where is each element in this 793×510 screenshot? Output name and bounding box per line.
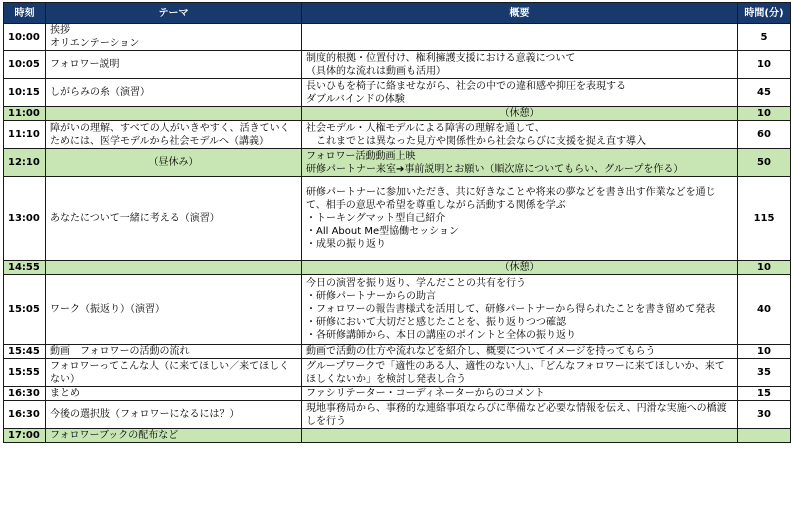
row-time: 14:55	[4, 261, 46, 275]
row-time: 11:00	[4, 107, 46, 121]
table-row	[4, 107, 791, 121]
row-time: 10:05	[4, 51, 46, 79]
row-time: 15:05	[4, 275, 46, 345]
header-duration: 時間(分)	[738, 3, 791, 24]
row-theme: ワーク（振返り）（演習）	[46, 275, 302, 345]
row-time: 16:30	[4, 387, 46, 401]
table-row	[4, 51, 791, 79]
table-header-row	[4, 3, 791, 24]
row-time: 17:00	[4, 429, 46, 443]
table-row	[4, 177, 791, 261]
schedule-body	[4, 24, 791, 443]
row-theme: フォロワーってこんな人（に来てほしい／来てほしくない）	[46, 359, 302, 387]
row-overview: 現地事務局から、事務的な連絡事項ならびに準備など必要な情報を伝え、円滑な実施への橋渡しを行う	[302, 401, 738, 429]
row-minutes: 50	[738, 149, 791, 177]
header-time: 時刻	[4, 3, 46, 24]
row-time: 10:00	[4, 24, 46, 51]
header-overview: 概要	[302, 3, 738, 24]
row-minutes: 30	[738, 401, 791, 429]
row-theme: 動画 フォロワーの活動の流れ	[46, 345, 302, 359]
row-theme: 今後の選択肢（フォロワーになるには？）	[46, 401, 302, 429]
table-row	[4, 429, 791, 443]
row-overview: 研修パートナーに参加いただき、共に好きなことや将来の夢などを書き出す作業などを通じて、相手の意思や希望を尊重しながら活動する関係を学ぶ ・トーキングマット型自己紹介 ・All About Me型協働セッション ・成果の振り返り	[302, 177, 738, 261]
row-time: 10:15	[4, 79, 46, 107]
row-overview: 今日の演習を振り返り、学んだことの共有を行う ・研修パートナーからの助言 ・フォロワーの報告書様式を活用して、研修パートナーから得られたことを書き留めて発表 ・研修において大切だと感じたことを、振り返りつつ確認 ・各研修講師から、本日の講座のポイントと全体の振り返り	[302, 275, 738, 345]
row-overview: （休憩）	[302, 107, 738, 121]
row-theme: フォロワー説明	[46, 51, 302, 79]
row-overview	[302, 24, 738, 51]
table-row	[4, 261, 791, 275]
row-minutes: 10	[738, 51, 791, 79]
row-time: 15:45	[4, 345, 46, 359]
row-theme: フォロワーブックの配布など	[46, 429, 302, 443]
table-row	[4, 401, 791, 429]
row-minutes: 45	[738, 79, 791, 107]
row-minutes: 10	[738, 345, 791, 359]
table-row	[4, 387, 791, 401]
row-theme	[46, 107, 302, 121]
table-row	[4, 149, 791, 177]
row-theme: （昼休み）	[46, 149, 302, 177]
row-overview: ファシリテーター・コーディネーターからのコメント	[302, 387, 738, 401]
row-minutes: 15	[738, 387, 791, 401]
row-minutes: 60	[738, 121, 791, 149]
row-overview	[302, 429, 738, 443]
row-overview: （休憩）	[302, 261, 738, 275]
table-row	[4, 121, 791, 149]
row-time: 15:55	[4, 359, 46, 387]
row-theme: 障がいの理解、すべての人がいきやすく、活きていくためには、医学モデルから社会モデルへ（講義）	[46, 121, 302, 149]
row-theme	[46, 261, 302, 275]
row-minutes: 40	[738, 275, 791, 345]
table-row	[4, 345, 791, 359]
row-minutes: 10	[738, 107, 791, 121]
row-overview: グループワークで「適性のある人、適性のない人」、「どんなフォロワーに来てほしいか、来てほしくないか」を検討し発表し合う	[302, 359, 738, 387]
row-overview: フォロワー活動動画上映 研修パートナー来室➔事前説明とお願い（順次席についてもらい、グループを作る）	[302, 149, 738, 177]
row-theme: あなたについて一緒に考える（演習）	[46, 177, 302, 261]
row-overview: 長いひもを椅子に絡ませながら、社会の中での違和感や抑圧を表現する ダブルバインドの体験	[302, 79, 738, 107]
row-overview: 社会モデル・人権モデルによる障害の理解を通して、 これまでとは異なった見方や関係性から社会ならびに支援を捉え直す導入	[302, 121, 738, 149]
schedule-table	[3, 2, 791, 443]
row-minutes: 35	[738, 359, 791, 387]
row-theme: まとめ	[46, 387, 302, 401]
row-minutes: 5	[738, 24, 791, 51]
row-time: 16:30	[4, 401, 46, 429]
table-row	[4, 359, 791, 387]
row-overview: 動画で活動の仕方や流れなどを紹介し、概要についてイメージを持ってもらう	[302, 345, 738, 359]
row-overview: 制度的根拠・位置付け、権利擁護支援における意義について （具体的な流れは動画も活用）	[302, 51, 738, 79]
table-row	[4, 24, 791, 51]
row-theme: しがらみの糸（演習）	[46, 79, 302, 107]
row-time: 11:10	[4, 121, 46, 149]
row-time: 13:00	[4, 177, 46, 261]
table-row	[4, 79, 791, 107]
table-row	[4, 275, 791, 345]
row-theme: 挨拶 オリエンテーション	[46, 24, 302, 51]
row-minutes: 115	[738, 177, 791, 261]
row-minutes: 10	[738, 261, 791, 275]
row-minutes	[738, 429, 791, 443]
header-theme: テーマ	[46, 3, 302, 24]
row-time: 12:10	[4, 149, 46, 177]
